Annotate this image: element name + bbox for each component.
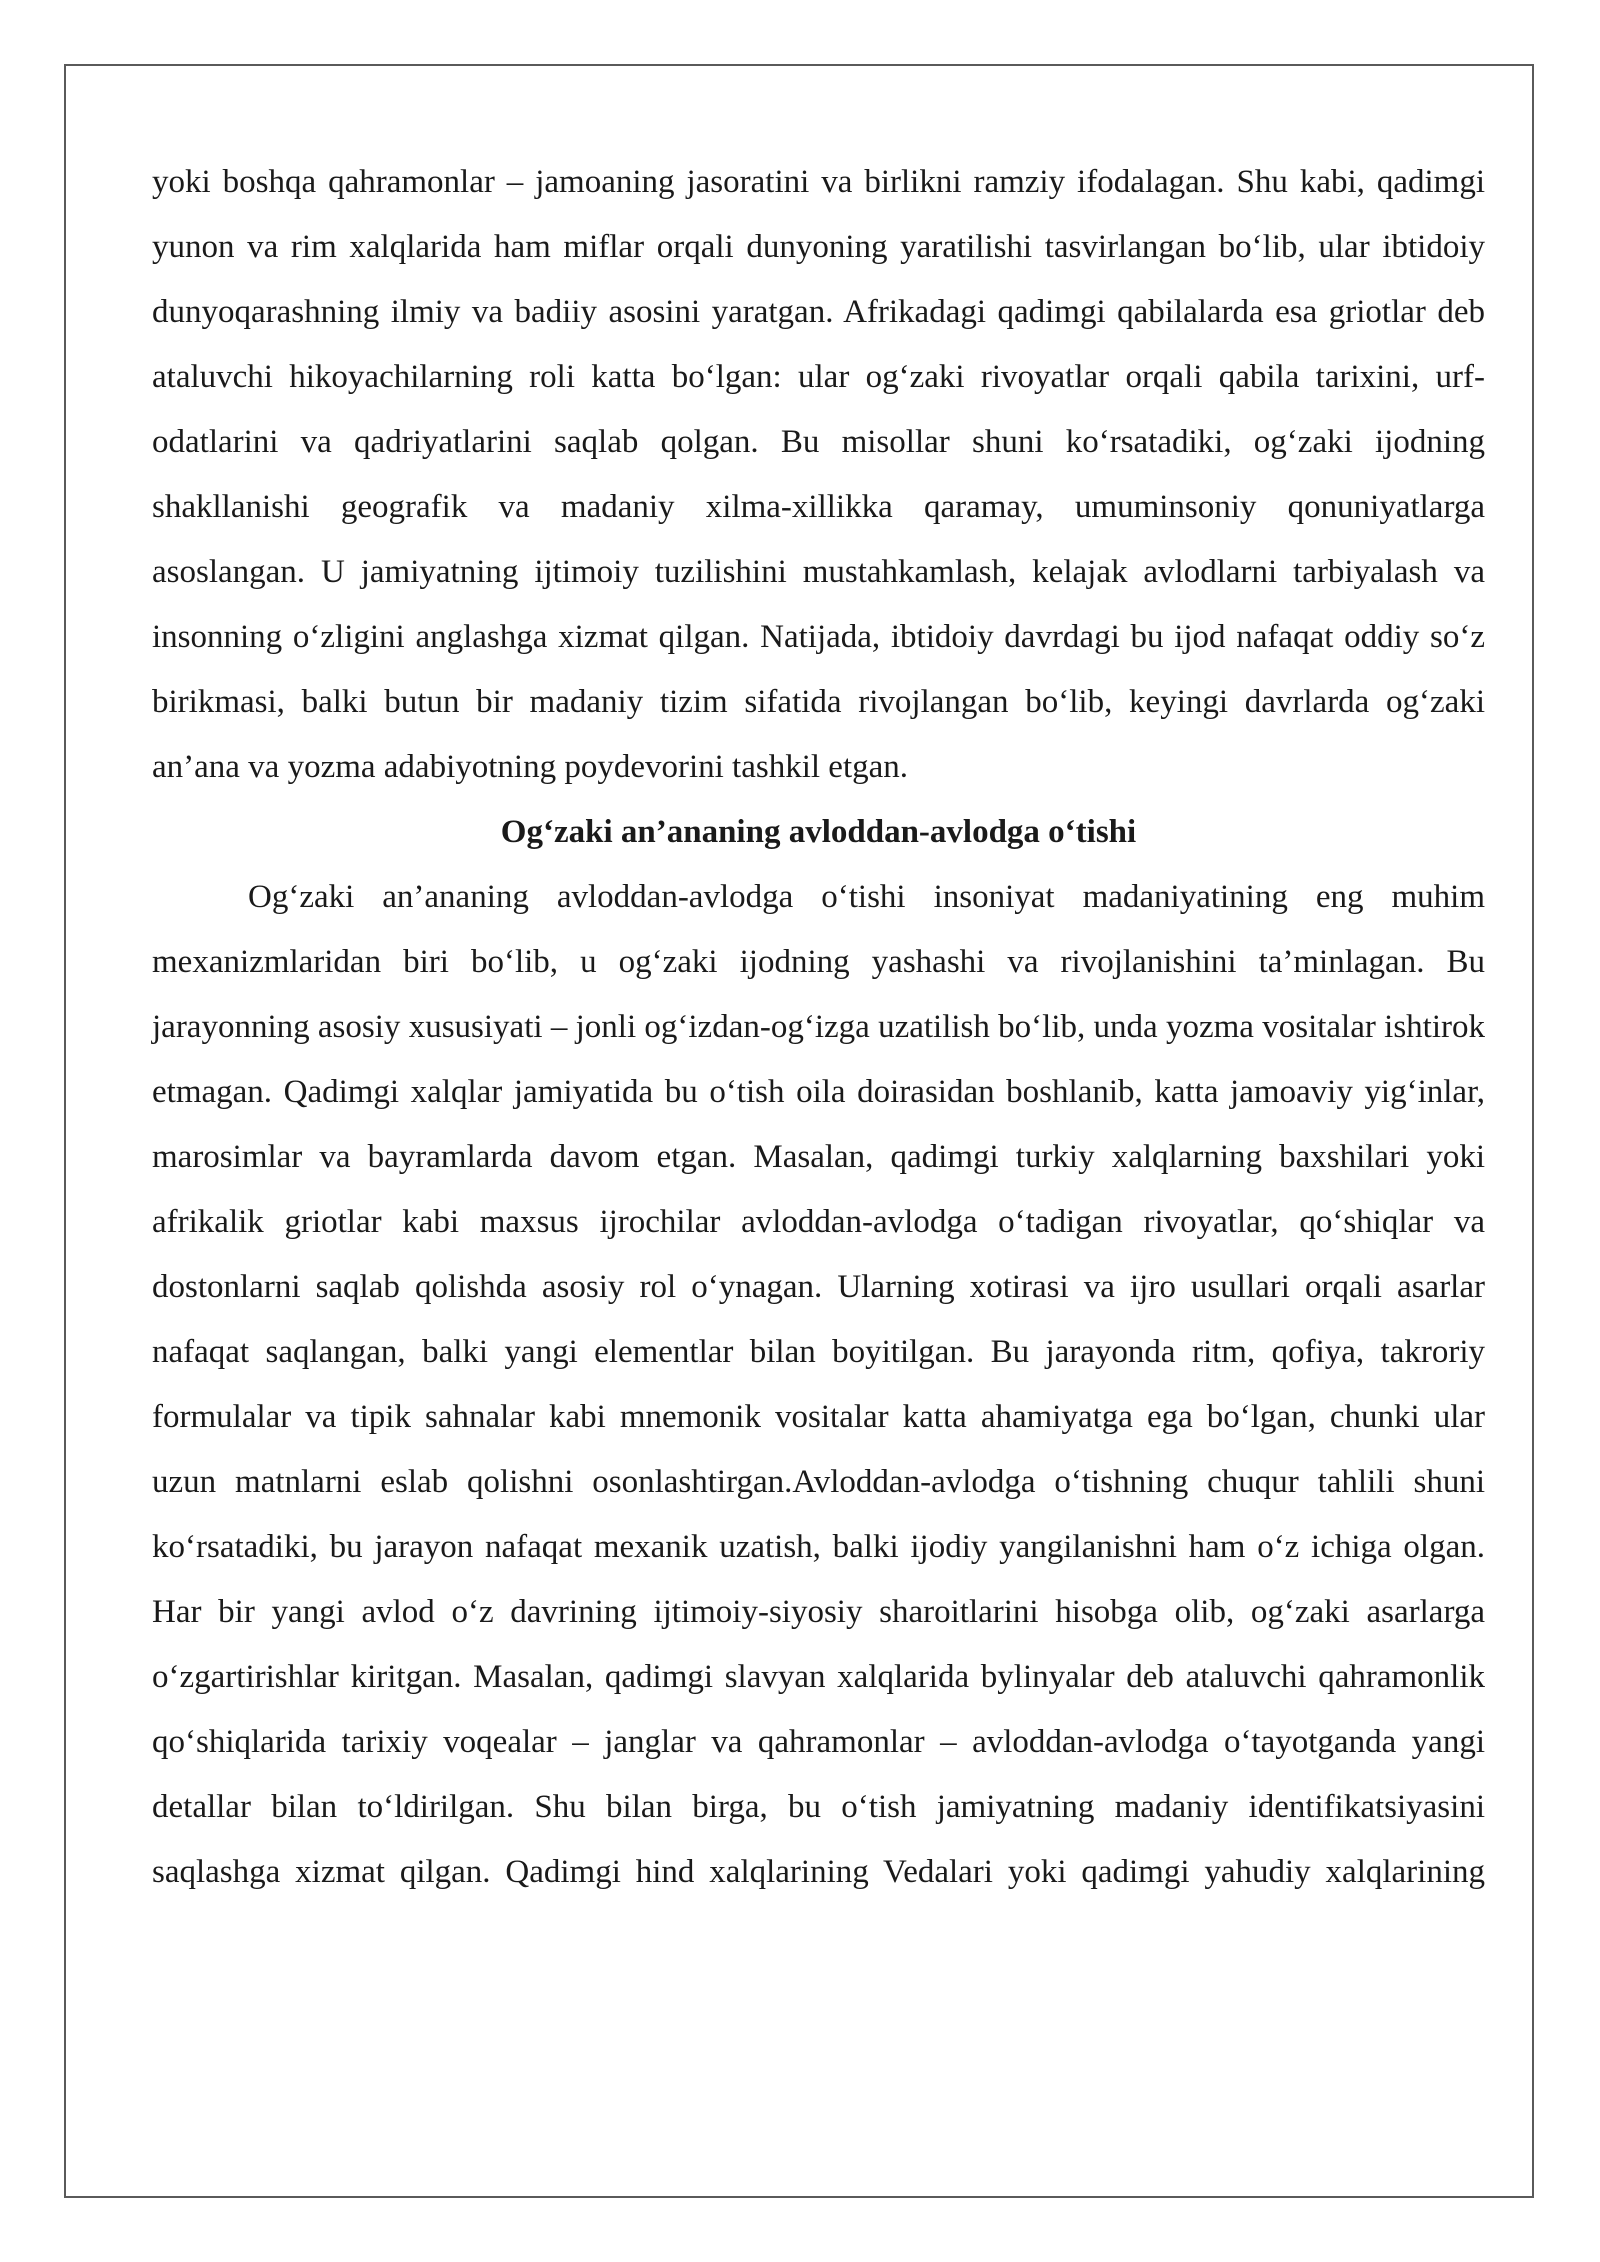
section-heading: Og‘zaki an’ananing avloddan-avlodga o‘tishi bbox=[500, 814, 1137, 850]
body-paragraph: yoki boshqa qahramonlar – jamoaning jasoratini va birlikni ramziy ifodalagan. Shu kabi, qadimgi yunon va rim xalqlarida ham miflar orqali dunyoning yaratilishi tasvirlangan bo‘lib, ular ibtidoiy dunyoqarashning ilmiy va badiiy asosini yaratgan. Afrikadagi qadimgi qabilalarda esa griotlar deb ataluvchi hikoyachilarning roli katta bo‘lgan: ular og‘zaki rivoyatlar orqali qabila tarixini, urf-odatlarini va qadriyatlarini saqlab qolgan. Bu misollar shuni ko‘rsatadiki, og‘zaki ijodning shakllanishi geografik va madaniy xilma-xillikka qaramay, umuminsoniy qonuniyatlarga asoslangan. U jamiyatning ijtimoiy tuzilishini mustahkamlash, kelajak avlodlarni tarbiyalash va insonning o‘zligini anglashga xizmat qilgan. Natijada, ibtidoiy davrdagi bu ijod nafaqat oddiy so‘z birikmasi, balki butun bir madaniy tizim sifatida rivojlangan bo‘lib, keyingi davrlarda og‘zaki an’ana va yozma adabiyotning poydevorini tashkil etgan. bbox=[152, 164, 1485, 785]
body-paragraph: Og‘zaki an’ananing avloddan-avlodga o‘tishi insoniyat madaniyatining eng muhim mexanizmlaridan biri bo‘lib, u og‘zaki ijodning yashashi va rivojlanishini ta’minlagan. Bu jarayonning asosiy xususiyati – jonli og‘izdan-og‘izga uzatilish bo‘lib, unda yozma vositalar ishtirok etmagan. Qadimgi xalqlar jamiyatida bu o‘tish oila doirasidan boshlanib, katta jamoaviy yig‘inlar, marosimlar va bayramlarda davom etgan. Masalan, qadimgi turkiy xalqlarning baxshilari yoki afrikalik griotlar kabi maxsus ijrochilar avloddan-avlodga o‘tadigan rivoyatlar, qo‘shiqlar va dostonlarni saqlab qolishda asosiy rol o‘ynagan. Ularning xotirasi va ijro usullari orqali asarlar nafaqat saqlangan, balki yangi elementlar bilan boyitilgan. Bu jarayonda ritm, qofiya, takroriy formulalar va tipik sahnalar kabi mnemonik vositalar katta ahamiyatga ega bo‘lgan, chunki ular uzun matnlarni eslab qolishni osonlashtirgan.Avloddan-avlodga o‘tishning chuqur tahlili shuni ko‘rsatadiki, bu jarayon nafaqat mexanik uzatish, balki ijodiy yangilanishni ham o‘z ichiga olgan. Har bir yangi avlod o‘z davrining ijtimoiy-siyosiy sharoitlarini hisobga olib, og‘zaki asarlarga o‘zgartirishlar kiritgan. Masalan, qadimgi slavyan xalqlarida bylinyalar deb ataluvchi qahramonlik qo‘shiqlarida tarixiy voqealar – janglar va qahramonlar – avloddan-avlodga o‘tayotganda yangi detallar bilan to‘ldirilgan. Shu bilan birga, bu o‘tish jamiyatning madaniy identifikatsiyasini saqlashga xizmat qilgan. Qadimgi hind xalqlarining Vedalari yoki qadimgi yahudiy xalqlarining bbox=[152, 879, 1485, 1890]
document-body bbox=[152, 150, 1485, 1905]
